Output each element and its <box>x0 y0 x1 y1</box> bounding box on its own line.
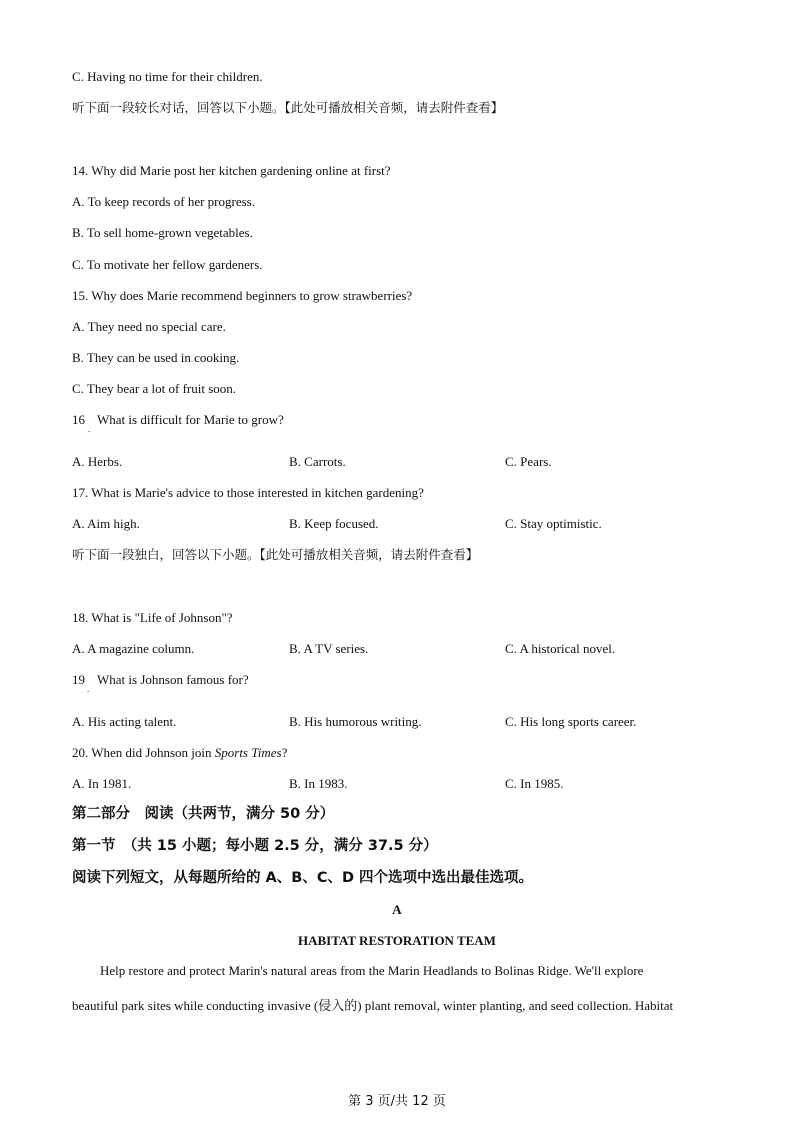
q19-option-c: C. His long sports career. <box>505 714 637 729</box>
passage-line-2: beautiful park sites while conducting invasive (侵入的) plant removal, winter planting, and seed collection. Habitat <box>72 998 674 1013</box>
q17-option-a: A. Aim high. <box>72 516 140 531</box>
question-20-magazine: Sports Times <box>214 745 282 760</box>
question-16: What is difficult for Marie to grow? <box>97 412 284 427</box>
question-20-suffix: ? <box>281 745 288 760</box>
option-c-prev: C. Having no time for their children. <box>72 69 263 84</box>
q20-option-b: B. In 1983. <box>289 776 348 791</box>
question-14: 14. Why did Marie post her kitchen gardening online at first? <box>72 163 391 178</box>
q20-option-a: A. In 1981. <box>72 776 132 791</box>
question-15: 15. Why does Marie recommend beginners to grow strawberries? <box>72 288 413 303</box>
part-two-heading: 第二部分 阅读（共两节，满分 50 分） <box>72 806 335 822</box>
monologue-instruction: 听下面一段独白，回答以下小题。【此处可播放相关音频，请去附件查看】 <box>72 547 479 562</box>
q15-option-c: C. They bear a lot of fruit soon. <box>72 381 237 396</box>
question-20-prefix: 20. When did Johnson join <box>72 745 215 760</box>
q15-option-b: B. They can be used in cooking. <box>72 350 240 365</box>
q14-option-c: C. To motivate her fellow gardeners. <box>72 257 263 272</box>
passage-title: HABITAT RESTORATION TEAM <box>298 933 496 948</box>
question-16-number: 16 <box>72 412 85 427</box>
q18-option-c: C. A historical novel. <box>505 641 616 656</box>
passage-letter: A <box>392 902 402 917</box>
q19-option-a: A. His acting talent. <box>72 714 177 729</box>
reading-instruction: 阅读下列短文，从每题所给的 A、B、C、D 四个选项中选出最佳选项。 <box>72 870 534 886</box>
q16-option-b: B. Carrots. <box>289 454 346 469</box>
question-19-number: 19 <box>72 672 85 687</box>
passage-line-1: Help restore and protect Marin's natural areas from the Marin Headlands to Bolinas Ridge. We'll explore <box>100 963 644 978</box>
question-18: 18. What is "Life of Johnson"? <box>72 610 233 625</box>
q14-option-b: B. To sell home-grown vegetables. <box>72 225 253 240</box>
q16-option-a: A. Herbs. <box>72 454 123 469</box>
q19-option-b: B. His humorous writing. <box>289 714 422 729</box>
question-17: 17. What is Marie's advice to those interested in kitchen gardening? <box>72 485 424 500</box>
q16-option-c: C. Pears. <box>505 454 552 469</box>
question-19: What is Johnson famous for? <box>97 672 249 687</box>
question-19-dot: . <box>87 684 90 694</box>
q14-option-a: A. To keep records of her progress. <box>72 194 255 209</box>
page-number: 第 3 页/共 12 页 <box>348 1094 446 1109</box>
section-one-heading: 第一节 （共 15 小题；每小题 2.5 分，满分 37.5 分） <box>72 838 438 854</box>
long-dialog-instruction: 听下面一段较长对话，回答以下小题。【此处可播放相关音频，请去附件查看】 <box>72 100 504 115</box>
q15-option-a: A. They need no special care. <box>72 319 226 334</box>
question-16-dot: . <box>88 424 91 434</box>
q20-option-c: C. In 1985. <box>505 776 564 791</box>
question-20 <box>72 745 287 761</box>
q18-option-a: A. A magazine column. <box>72 641 195 656</box>
q17-option-c: C. Stay optimistic. <box>505 516 602 531</box>
q18-option-b: B. A TV series. <box>289 641 369 656</box>
q17-option-b: B. Keep focused. <box>289 516 379 531</box>
